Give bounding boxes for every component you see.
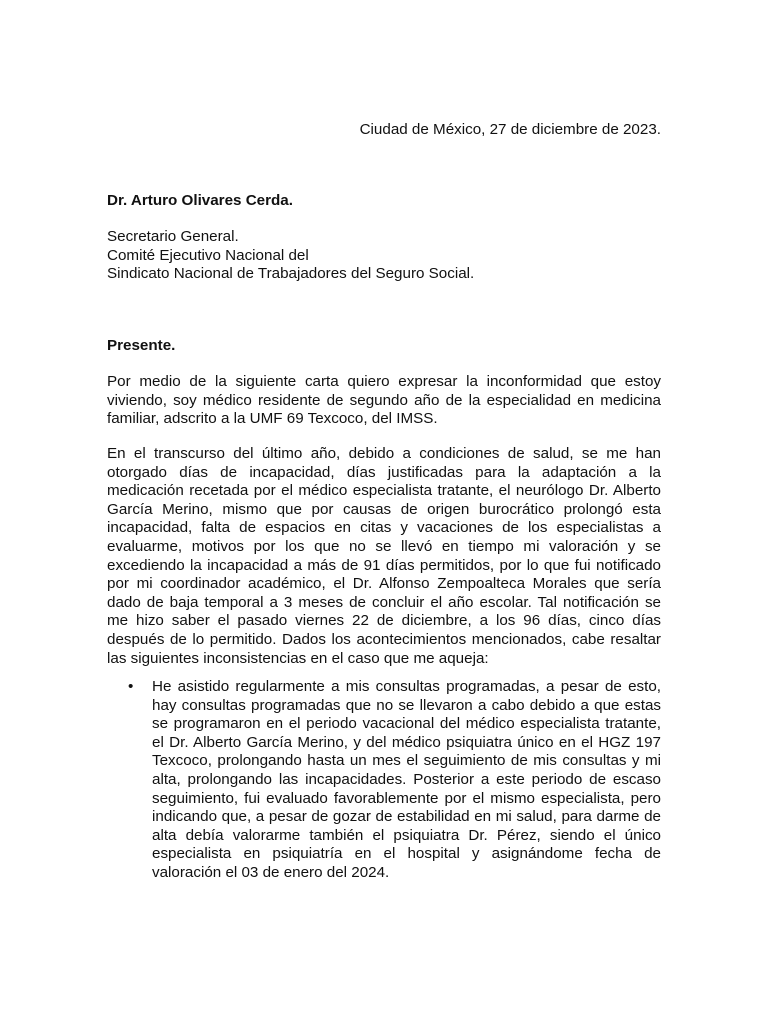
list-item	[107, 678, 661, 883]
recipient-union: Sindicato Nacional de Trabajadores del Seguro Social.	[107, 265, 475, 283]
recipient-details	[107, 228, 474, 284]
list-item-text: He asistido regularmente a mis consultas programadas, a pesar de esto, hay consultas programadas que no se llevaron a cabo debido a que estas se programaron en el periodo vacacional del médico especialista tratante, el Dr. Alberto García Merino, y del médico psiquiatra único en el HGZ 197 Texcoco, prolongando hasta un mes el seguimiento de mis consultas y mi alta, prolongando las incapacidades. Posterior a este periodo de escaso seguimiento, fui evaluado favorablemente por el mismo especialista, pero indicando que, a pesar de gozar de estabilidad en mi salud, para darme de alta debía valorarme también el psiquiatra Dr. Pérez, siendo el único especialista en psiquiatría en el hospital y asignándome fecha de valoración el 03 de enero del 2024.	[152, 678, 661, 881]
letter-date: Ciudad de México, 27 de diciembre de 2023.	[359, 121, 661, 138]
bullet-icon: •	[128, 678, 134, 695]
recipient-name: Dr. Arturo Olivares Cerda.	[107, 192, 293, 209]
body-paragraph-intro: Por medio de la siguiente carta quiero expresar la inconformidad que estoy viviendo, soy médico residente de segundo año de la especialidad en medicina familiar, adscrito a la UMF 69 Texcoco, del IMSS.	[107, 373, 661, 428]
recipient-title: Secretario General.	[107, 228, 239, 245]
inconsistencies-list	[107, 678, 661, 883]
body-paragraph-background: En el transcurso del último año, debido a condiciones de salud, se me han otorgado días de incapacidad, días justificadas para la adaptación a la medicación recetada por el médico especialista tratante, el neurólogo Dr. Alberto García Merino, mismo que por causas de origen burocrático prolongó esta incapacidad, falta de espacios en citas y vacaciones de los especialistas a evaluarme, motivos por los que no se llevó en tiempo mi valoración y se excediendo la incapacidad a más de 91 días permitidos, por lo que fui notificado por mi coordinador académico, el Dr. Alfonso Zempoalteca Morales que sería dado de baja temporal a 3 meses de concluir el año escolar. Tal notificación se me hizo saber el pasado viernes 22 de diciembre, a los 96 días, cinco días después de lo permitido. Dados los acontecimientos mencionados, cabe resaltar las siguientes inconsistencias en el caso que me aqueja:	[107, 445, 661, 667]
salutation: Presente.	[107, 337, 176, 354]
recipient-committee: Comité Ejecutivo Nacional del	[107, 246, 309, 264]
